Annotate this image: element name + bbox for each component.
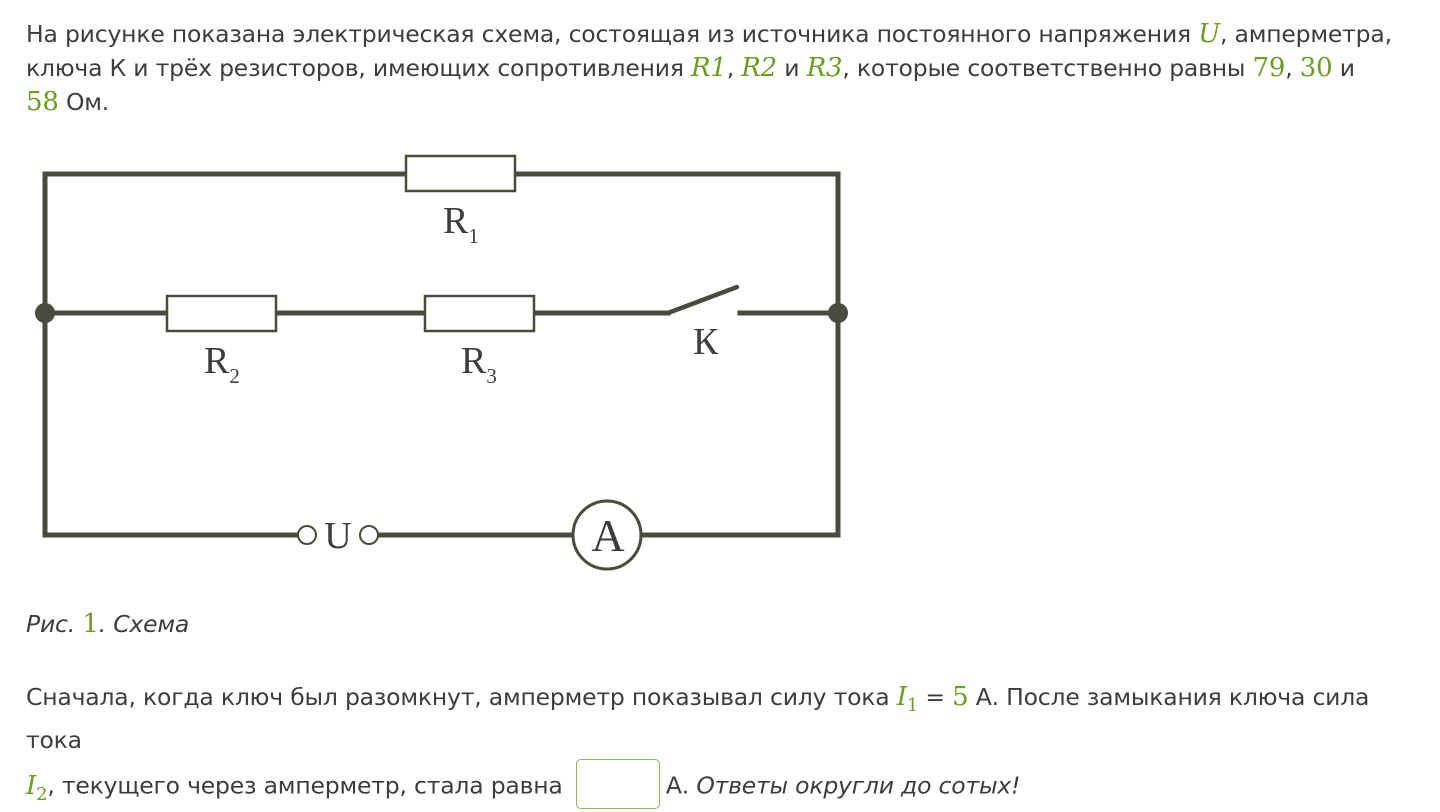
question-text — [26, 676, 1426, 812]
circuit-diagram — [0, 130, 900, 590]
i1-variable: $I_1$ — [896, 682, 919, 716]
separator: , — [1285, 54, 1300, 82]
ampere-unit: А. — [665, 771, 697, 800]
junction-node-right — [828, 303, 848, 323]
r1-label: $R_1$ — [443, 200, 479, 248]
answer-input[interactable] — [576, 759, 660, 809]
question-text-b: А. После замыкания ключа сила тока — [26, 683, 1370, 754]
resistor-r3 — [425, 296, 534, 331]
rounding-hint: Ответы округли до сотых! — [696, 771, 1021, 800]
voltage-variable: U — [1198, 19, 1220, 49]
problem-statement — [26, 17, 1426, 119]
source-terminal-right — [360, 526, 378, 544]
conjunction: и — [1332, 54, 1355, 82]
conjunction: и — [777, 54, 807, 82]
caption-number: 1 — [82, 609, 99, 639]
r2-value: 30 — [1299, 53, 1333, 83]
r3-value: 58 — [26, 87, 59, 117]
r2-label: $R_2$ — [204, 340, 240, 388]
source-label: U — [324, 515, 352, 557]
equals-sign: = — [918, 683, 953, 711]
ammeter-label: A — [591, 510, 625, 561]
figure-caption — [26, 607, 1426, 641]
i1-value: 5 — [952, 682, 969, 712]
statement-text-a: На рисунке показана электрическая схема, состоящая из источника постоянного напряжения — [26, 20, 1199, 48]
r1-variable: R1 — [691, 53, 727, 83]
switch-label: К — [693, 321, 719, 363]
statement-text-b: , амперметра, ключа К и трёх резисторов, имеющих сопротивления — [26, 20, 1392, 82]
i2-variable: $I_2$ — [26, 770, 48, 805]
switch-blade — [668, 287, 737, 313]
resistor-r1 — [406, 156, 515, 191]
r3-variable: R3 — [806, 53, 843, 83]
ohm-unit: Ом. — [58, 88, 110, 116]
question-text-a: Сначала, когда ключ был разомкнут, амперметр показывал силу тока — [26, 683, 897, 711]
caption-suffix: . Схема — [98, 610, 190, 638]
source-terminal-left — [298, 526, 316, 544]
r3-label: $R_3$ — [461, 340, 497, 388]
separator: , — [726, 54, 742, 82]
question-text-c: , текущего через амперметр, стала равна — [47, 771, 570, 800]
r2-variable: R2 — [741, 53, 778, 83]
statement-text-c: , которые соответственно равны — [842, 54, 1253, 82]
junction-node-left — [35, 303, 55, 323]
caption-prefix: Рис. — [26, 610, 83, 638]
r1-value: 79 — [1252, 53, 1286, 83]
resistor-r2 — [167, 296, 276, 331]
